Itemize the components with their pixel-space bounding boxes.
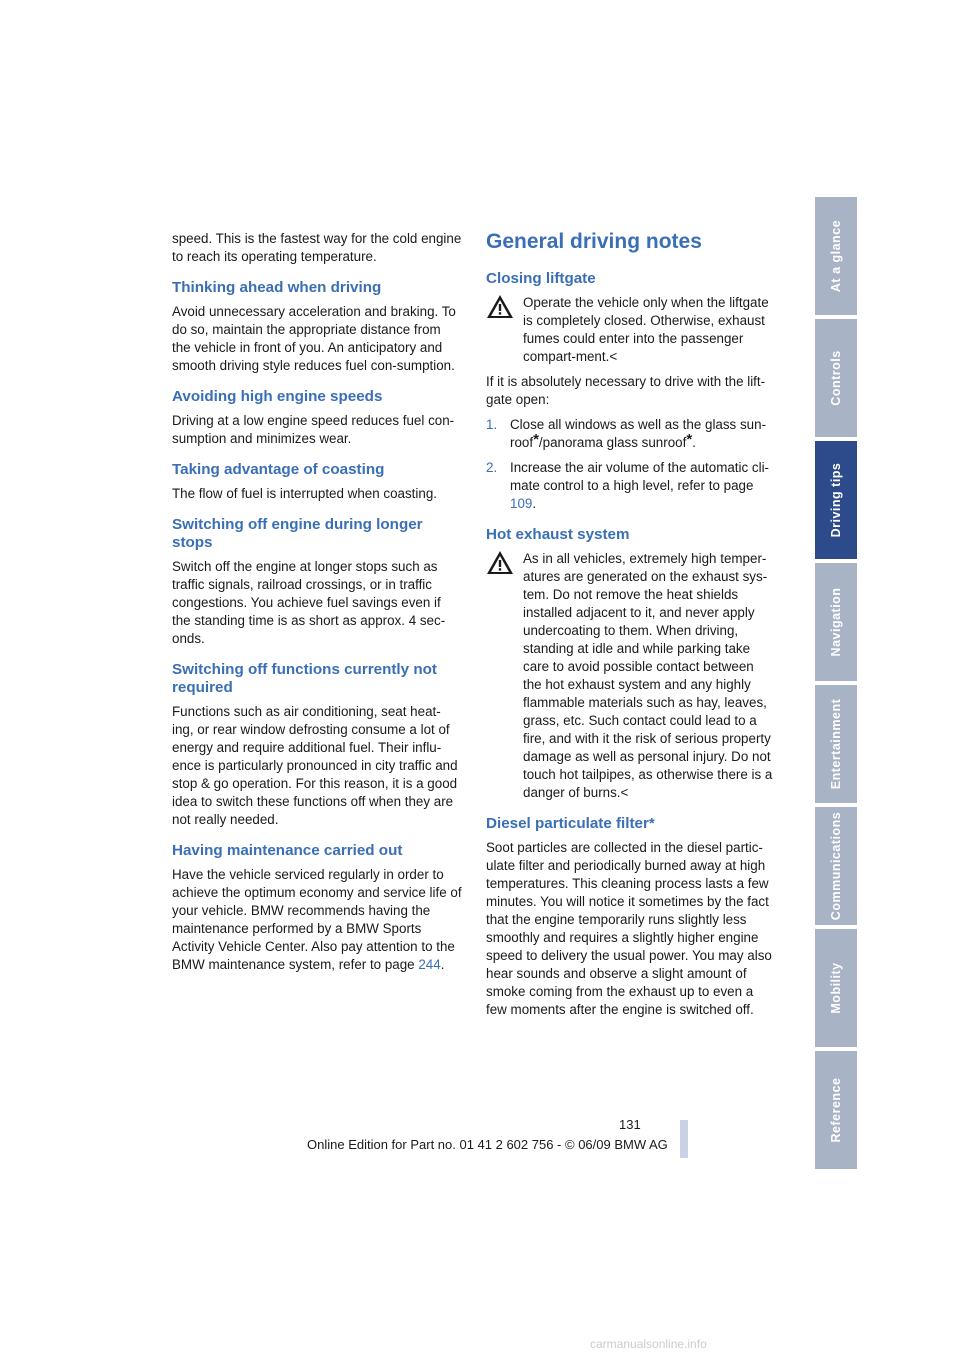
section-title-coasting: Taking advantage of coasting <box>172 461 385 478</box>
section-text-coasting: The flow of fuel is interrupted when coasting. <box>172 486 437 501</box>
tab-mobility[interactable]: Mobility <box>815 929 857 1047</box>
tab-navigation[interactable]: Navigation <box>815 563 857 681</box>
tab-at-a-glance[interactable]: At a glance <box>815 197 857 315</box>
warning-liftgate <box>486 294 776 366</box>
warning-text-liftgate: Operate the vehicle only when the liftgate is completely closed. Otherwise, exhaust fumes could enter into the passenger compart-ment.< <box>523 295 769 364</box>
tab-entertainment[interactable]: Entertainment <box>815 685 857 803</box>
section-text-engine-speeds: Driving at a low engine speed reduces fuel con-sumption and minimizes wear. <box>172 413 455 446</box>
list-item: 2. Increase the air volume of the automatic cli-mate control to a high level, refer to page 109. <box>486 460 770 511</box>
section-title-longer-stops: Switching off engine during longer stops <box>172 516 423 551</box>
section-title-diesel-filter: Diesel particulate filter* <box>486 815 655 832</box>
warning-triangle-icon <box>486 294 514 319</box>
page-marker-bar <box>680 1120 688 1158</box>
page-number: 131 <box>619 1117 641 1132</box>
section-text-diesel-filter: Soot particles are collected in the diesel partic-ulate filter and periodically burned away at high temperatures. This cleaning process lasts a few minutes. You will notice it sometimes by the fact that the engine temporarily runs slightly less smoothly and requires a slightly higher engine speed to delivery the usual power. You may also hear sounds and observe a slight amount of smoke coming from the exhaust up to even a few moments after the engine is switched off. <box>486 840 772 1017</box>
section-title-exhaust: Hot exhaust system <box>486 526 630 543</box>
section-title-functions-off: Switching off functions currently not required <box>172 661 437 696</box>
tab-communications[interactable]: Communications <box>815 807 857 925</box>
warning-text-exhaust: As in all vehicles, extremely high temper-atures are generated on the exhaust sys-tem. Do not remove the heat shields installed adjacent to it, and never apply undercoating to them. When driving, standing at idle and while parking take care to avoid possible contact between the hot exhaust system and any highly flammable materials such as hay, leaves, grass, etc. Such contact could lead to a fire, and with it the risk of serious property damage as well as personal injury. Do not touch hot tailpipes, as otherwise there is a danger of burns.< <box>523 551 773 800</box>
list-item: 1. Close all windows as well as the glass sun-roof*/panorama glass sunroof*. <box>486 417 767 450</box>
footer-edition: Online Edition for Part no. 01 41 2 602 756 - © 06/09 BMW AG <box>307 1137 668 1152</box>
left-column <box>172 230 462 981</box>
intro-paragraph: speed. This is the fastest way for the cold engine to reach its operating temperature. <box>172 231 462 264</box>
warning-triangle-icon <box>486 550 514 575</box>
right-column <box>486 230 776 1026</box>
page-link-244[interactable]: 244 <box>418 957 441 972</box>
page-link-109[interactable]: 109 <box>510 496 533 511</box>
tab-driving-tips[interactable]: Driving tips <box>815 441 857 559</box>
chapter-heading: General driving notes <box>486 230 702 253</box>
section-title-liftgate: Closing liftgate <box>486 270 596 287</box>
tab-reference[interactable]: Reference <box>815 1051 857 1169</box>
chapter-tabs <box>815 197 857 1173</box>
section-title-thinking-ahead: Thinking ahead when driving <box>172 279 382 296</box>
section-text-maintenance: Have the vehicle serviced regularly in order to achieve the optimum economy and service life of your vehicle. BMW recommends having the maintenance performed by a BMW Sports Activity Vehicle Center. Also pay attention to the BMW maintenance system, refer to page 244. <box>172 867 462 972</box>
section-text-thinking-ahead: Avoid unnecessary acceleration and braking. To do so, maintain the appropriate distance from the vehicle in front of you. An anticipatory and smooth driving style reduces fuel con-sumption. <box>172 304 456 373</box>
section-title-maintenance: Having maintenance carried out <box>172 842 403 859</box>
section-text-longer-stops: Switch off the engine at longer stops such as traffic signals, railroad crossings, or in traffic congestions. You achieve fuel savings even if the standing time is as short as approx. 4 sec-onds. <box>172 559 446 646</box>
warning-exhaust <box>486 550 776 802</box>
watermark: carmanualsonline.info <box>590 1337 707 1351</box>
tab-controls[interactable]: Controls <box>815 319 857 437</box>
section-text-functions-off: Functions such as air conditioning, seat heat-ing, or rear window defrosting consume a lot of energy and require additional fuel. Their influ-ence is particularly pronounced in city traffic and stop & go operation. For this reason, it is a good idea to switch these functions off when they are not really needed. <box>172 704 458 827</box>
liftgate-lead: If it is absolutely necessary to drive with the lift-gate open: <box>486 374 766 407</box>
section-title-engine-speeds: Avoiding high engine speeds <box>172 388 383 405</box>
